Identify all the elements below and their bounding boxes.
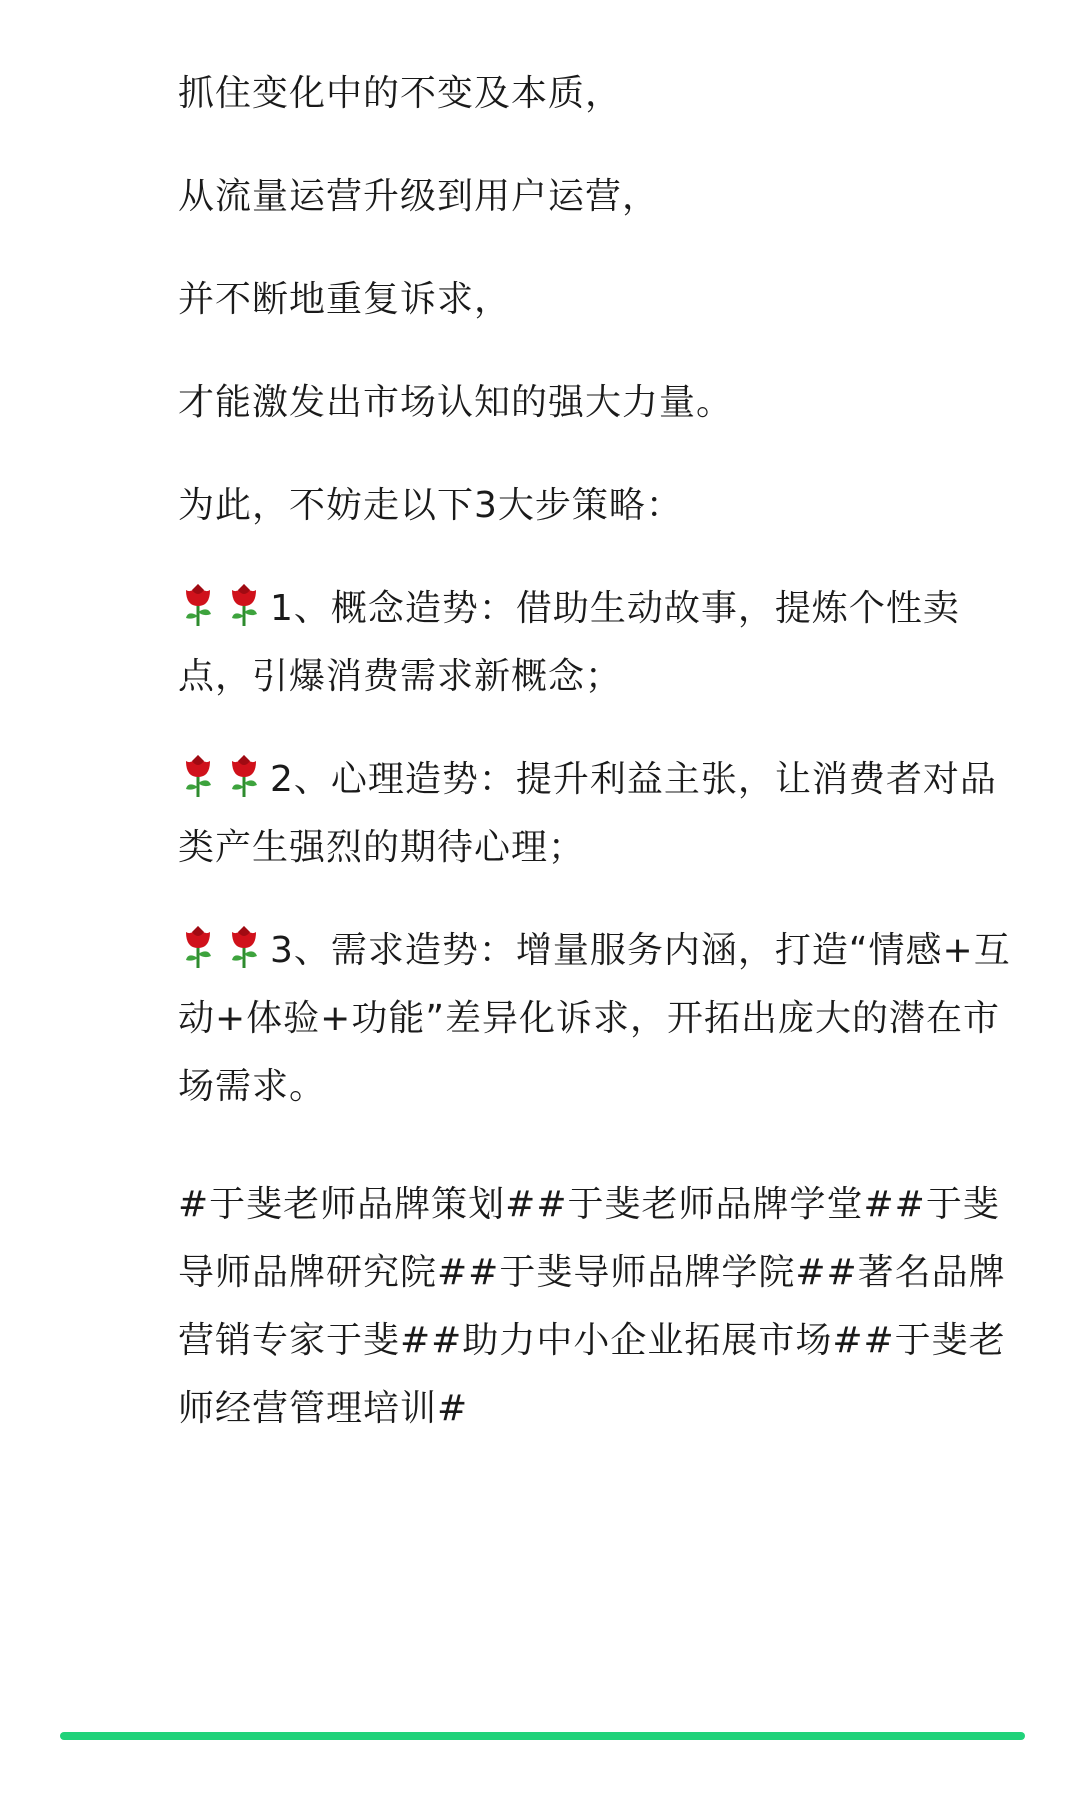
text-line-2: 从流量运营升级到用户运营， <box>178 176 660 217</box>
rose-icon <box>224 751 264 799</box>
text-line-3: 并不断地重复诉求， <box>178 279 512 320</box>
article-body <box>178 60 1028 1479</box>
rose-icon <box>178 580 218 628</box>
strategy-step-3 <box>178 917 1028 1121</box>
text-line-1: 抓住变化中的不变及本质， <box>178 73 623 114</box>
rose-icon <box>224 922 264 970</box>
step-2-text: 2、心理造势：提升利益主张，让消费者对品类产生强烈的期待心理； <box>178 759 997 868</box>
rose-icon <box>178 751 218 799</box>
step-3-text: 3、需求造势：增量服务内涵，打造“情感+互动+体验+功能”差异化诉求，开拓出庞大的潜在市场需求。 <box>178 930 1011 1107</box>
strategy-step-1 <box>178 575 1028 711</box>
step-1-text: 1、概念造势：借助生动故事，提炼个性卖点，引爆消费需求新概念； <box>178 588 960 697</box>
rose-icon <box>224 580 264 628</box>
text-line-5: 为此，不妨走以下3大步策略： <box>178 485 683 526</box>
rose-icon <box>178 922 218 970</box>
hashtag-list[interactable]: #于斐老师品牌策划##于斐老师品牌学堂##于斐导师品牌研究院##于斐导师品牌学院##著名品牌营销专家于斐##助力中小企业拓展市场##于斐老师经营管理培训# <box>178 1184 1006 1429</box>
text-line-4: 才能激发出市场认知的强大力量。 <box>178 382 734 423</box>
bottom-divider-bar <box>60 1732 1025 1740</box>
strategy-step-2 <box>178 746 1028 882</box>
